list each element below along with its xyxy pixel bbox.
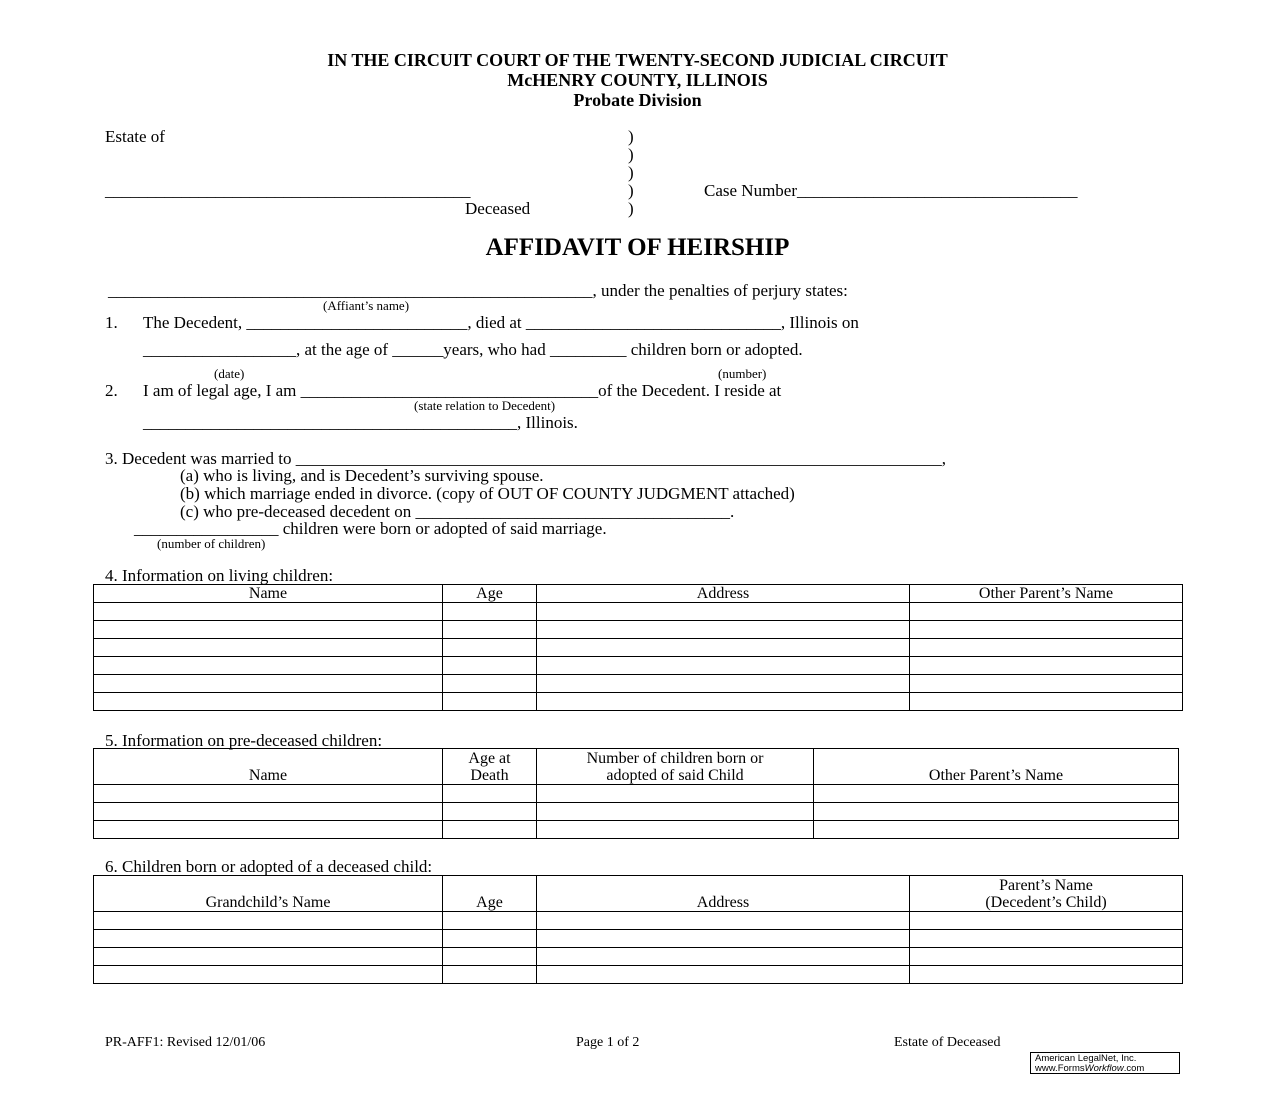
caption-paren: ) [628, 145, 634, 164]
table-cell[interactable] [94, 785, 443, 803]
table-row [94, 803, 1179, 821]
number-label: (number) [718, 366, 767, 381]
decedent-name-line[interactable]: ___________________________________________ [105, 181, 471, 200]
table-cell[interactable] [537, 930, 910, 948]
marriage-children-line[interactable]: _________________ children were born or adopted of said marriage. [134, 519, 607, 538]
table-cell[interactable] [814, 803, 1179, 821]
table-cell[interactable] [94, 675, 443, 693]
table-cell[interactable] [537, 966, 910, 984]
estate-of-label: Estate of [105, 127, 165, 146]
table-cell[interactable] [94, 639, 443, 657]
table-cell[interactable] [910, 948, 1183, 966]
number-of-children-label: (number of children) [157, 536, 266, 551]
item-2-number: 2. [105, 381, 118, 400]
table-cell[interactable] [443, 948, 537, 966]
table-row [94, 639, 1183, 657]
table-cell[interactable] [443, 912, 537, 930]
table-cell[interactable] [443, 966, 537, 984]
table-cell[interactable] [443, 785, 537, 803]
item-2-line-2[interactable]: ____________________________________________, Illinois. [143, 413, 578, 432]
item-3-option-b: (b) which marriage ended in divorce. (copy of OUT OF COUNTY JUDGMENT attached) [180, 484, 795, 503]
section-6-heading: 6. Children born or adopted of a deceased child: [105, 857, 433, 876]
table-cell[interactable] [910, 621, 1183, 639]
table-cell[interactable] [443, 675, 537, 693]
column-header-other-parent: Other Parent’s Name [814, 749, 1179, 785]
table-cell[interactable] [814, 821, 1179, 839]
column-header-name: Name [94, 749, 443, 785]
living-children-table [93, 584, 1183, 711]
number-of-children-label-1: Number of children born or [586, 750, 764, 767]
number-of-children-label-2: adopted of said Child [606, 767, 744, 784]
division-heading: Probate Division [573, 90, 702, 110]
relation-label: (state relation to Decedent) [414, 398, 556, 413]
table-cell[interactable] [94, 693, 443, 711]
table-cell[interactable] [537, 675, 910, 693]
table-cell[interactable] [537, 657, 910, 675]
table-cell[interactable] [910, 639, 1183, 657]
table-cell[interactable] [537, 639, 910, 657]
table-row [94, 621, 1183, 639]
badge-url-part: www.Forms [1035, 1063, 1085, 1074]
table-cell[interactable] [814, 785, 1179, 803]
table-cell[interactable] [910, 966, 1183, 984]
item-1-number: 1. [105, 313, 118, 332]
badge-company: American LegalNet, Inc. [1035, 1053, 1137, 1064]
table-cell[interactable] [910, 675, 1183, 693]
table-cell[interactable] [443, 657, 537, 675]
table-cell[interactable] [94, 966, 443, 984]
item-1-line-1[interactable]: The Decedent, __________________________, died at ______________________________, Illinois on [143, 313, 859, 332]
caption-paren: ) [628, 127, 634, 146]
table-row [94, 948, 1183, 966]
table-cell[interactable] [94, 930, 443, 948]
column-header-address: Address [537, 876, 910, 912]
badge-url-part: Workflow [1084, 1063, 1124, 1074]
caption-paren: ) [628, 163, 634, 182]
item-3-option-c[interactable]: (c) who pre-deceased decedent on _____________________________________. [180, 502, 735, 521]
case-number-field[interactable]: Case Number_________________________________ [704, 181, 1078, 200]
column-header-grandchild-name: Grandchild’s Name [94, 876, 443, 912]
column-header-age: Age [443, 585, 537, 603]
table-cell[interactable] [94, 821, 443, 839]
table-row [94, 603, 1183, 621]
table-cell[interactable] [537, 948, 910, 966]
table-cell[interactable] [443, 639, 537, 657]
column-header-address: Address [537, 585, 910, 603]
footer-estate-label: Estate of Deceased [894, 1035, 1001, 1050]
table-cell[interactable] [443, 803, 537, 821]
table-cell[interactable] [443, 693, 537, 711]
table-row [94, 675, 1183, 693]
court-heading: IN THE CIRCUIT COURT OF THE TWENTY-SECOND JUDICIAL CIRCUIT [327, 50, 948, 70]
table-cell[interactable] [443, 821, 537, 839]
column-header-parent-name [910, 876, 1183, 912]
table-cell[interactable] [94, 912, 443, 930]
column-header-number-of-children [537, 749, 814, 785]
decedents-child-label: (Decedent’s Child) [985, 894, 1107, 911]
table-row [94, 785, 1179, 803]
table-cell[interactable] [94, 603, 443, 621]
affiant-name-label: (Affiant’s name) [323, 298, 410, 313]
table-row [94, 657, 1183, 675]
table-row [94, 966, 1183, 984]
section-4-heading: 4. Information on living children: [105, 566, 334, 585]
table-cell[interactable] [537, 821, 814, 839]
table-row [94, 693, 1183, 711]
table-row [94, 930, 1183, 948]
table-cell[interactable] [910, 693, 1183, 711]
document-title: AFFIDAVIT OF HEIRSHIP [485, 234, 790, 261]
parent-name-label: Parent’s Name [999, 877, 1093, 894]
badge-url-part: .com [1123, 1063, 1145, 1074]
table-cell[interactable] [443, 930, 537, 948]
section-5-heading: 5. Information on pre-deceased children: [105, 731, 383, 750]
form-id: PR-AFF1: Revised 12/01/06 [105, 1035, 266, 1050]
county-heading: McHENRY COUNTY, ILLINOIS [507, 70, 768, 90]
badge-url [1035, 1064, 1175, 1074]
table-cell[interactable] [537, 621, 910, 639]
table-cell[interactable] [443, 603, 537, 621]
table-cell[interactable] [910, 603, 1183, 621]
american-legalnet-badge [1030, 1052, 1180, 1074]
table-cell[interactable] [537, 693, 910, 711]
table-row [94, 912, 1183, 930]
table-cell[interactable] [537, 912, 910, 930]
table-cell[interactable] [94, 621, 443, 639]
predeceased-children-table [93, 748, 1179, 839]
table-cell[interactable] [94, 657, 443, 675]
table-cell[interactable] [94, 803, 443, 821]
table-cell[interactable] [94, 948, 443, 966]
item-1-line-2[interactable]: __________________, at the age of ______years, who had _________ children born or adopted. [143, 340, 803, 359]
age-at-label: Age at [468, 750, 511, 767]
column-header-age: Age [443, 876, 537, 912]
table-cell[interactable] [443, 621, 537, 639]
column-header-name: Name [94, 585, 443, 603]
item-3-line-1[interactable]: 3. Decedent was married to ____________________________________________________________________________, [105, 449, 946, 468]
table-cell[interactable] [910, 930, 1183, 948]
deceased-label: Deceased [465, 199, 531, 218]
table-cell[interactable] [537, 785, 814, 803]
caption-paren: ) [628, 199, 634, 218]
column-header-other-parent: Other Parent’s Name [910, 585, 1183, 603]
table-cell[interactable] [537, 803, 814, 821]
table-cell[interactable] [537, 603, 910, 621]
column-header-age-at-death [443, 749, 537, 785]
item-3-option-a: (a) who is living, and is Decedent’s surviving spouse. [180, 466, 544, 485]
table-cell[interactable] [910, 912, 1183, 930]
caption-paren: ) [628, 181, 634, 200]
death-label: Death [470, 767, 509, 784]
page-indicator: Page 1 of 2 [576, 1035, 640, 1050]
grandchildren-table [93, 875, 1183, 984]
item-2-line-1[interactable]: I am of legal age, I am ___________________________________of the Decedent. I reside at [143, 381, 782, 400]
table-cell[interactable] [910, 657, 1183, 675]
table-row [94, 821, 1179, 839]
affiant-line[interactable]: _________________________________________________________, under the penalties of perjury states: [108, 281, 848, 300]
date-label: (date) [214, 366, 245, 381]
